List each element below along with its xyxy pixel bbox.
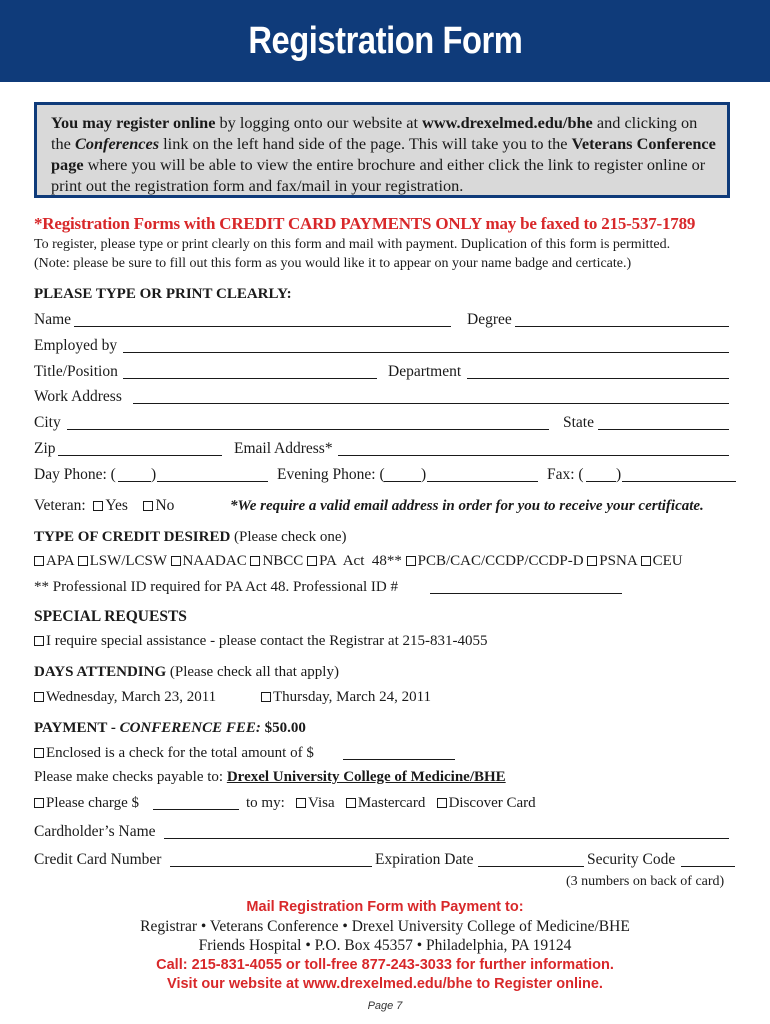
credit-pa-act48-checkbox[interactable] bbox=[307, 556, 317, 566]
discover-checkbox[interactable] bbox=[437, 798, 447, 808]
evening-phone-label: Evening Phone: ( bbox=[277, 466, 385, 483]
professional-id-note: ** Professional ID required for PA Act 48. Professional ID # bbox=[34, 579, 398, 595]
email-input[interactable] bbox=[338, 455, 729, 456]
email-label: Email Address* bbox=[234, 440, 333, 457]
notice-bold-intro: You may register online bbox=[51, 113, 216, 132]
credit-heading-row bbox=[34, 528, 347, 546]
security-code-note: (3 numbers on back of card) bbox=[566, 874, 725, 889]
notice-text: and clicking on the bbox=[51, 113, 698, 153]
department-label: Department bbox=[388, 363, 462, 380]
discover-label: Discover Card bbox=[448, 795, 536, 811]
notice-text: link on the left hand side of the page. This will take you to the bbox=[159, 134, 572, 153]
fax-label: Fax: ( bbox=[547, 466, 584, 483]
fax-notice: *Registration Forms with CREDIT CARD PAYMENTS ONLY may be faxed to 215-537-1789 bbox=[34, 214, 696, 233]
check-enclosed-label: Enclosed is a check for the total amount of $ bbox=[46, 745, 314, 761]
name-input[interactable] bbox=[74, 326, 451, 327]
veteran-row bbox=[34, 497, 174, 515]
credit-pcb-checkbox[interactable] bbox=[406, 556, 416, 566]
email-requirement-note: *We require a valid email address in order for you to receive your certificate. bbox=[230, 498, 704, 514]
paren: ) bbox=[616, 466, 622, 483]
fee-amount: $50.00 bbox=[260, 720, 306, 736]
special-assistance-checkbox[interactable] bbox=[34, 636, 44, 646]
veteran-yes-label: Yes bbox=[105, 497, 128, 514]
fee-label: CONFERENCE FEE: bbox=[119, 720, 261, 736]
days-heading-row bbox=[34, 663, 339, 681]
notice-text: by logging onto our website at bbox=[215, 113, 423, 132]
instructions-line-2: (Note: please be sure to fill out this form as you would like it to appear on your name badge and certicate.) bbox=[34, 256, 632, 271]
charge-checkbox[interactable] bbox=[34, 798, 44, 808]
mastercard-checkbox[interactable] bbox=[346, 798, 356, 808]
state-input[interactable] bbox=[598, 429, 729, 430]
day2-row bbox=[261, 688, 431, 706]
city-label: City bbox=[34, 414, 61, 431]
days-heading: DAYS ATTENDING bbox=[34, 664, 167, 680]
fax-area-input[interactable] bbox=[586, 481, 616, 482]
online-registration-notice bbox=[34, 102, 730, 198]
day1-label: Wednesday, March 23, 2011 bbox=[46, 689, 217, 705]
title-position-input[interactable] bbox=[123, 378, 377, 379]
degree-label: Degree bbox=[467, 311, 512, 328]
credit-heading: TYPE OF CREDIT DESIRED bbox=[34, 529, 231, 545]
professional-id-input[interactable] bbox=[430, 593, 622, 594]
credit-option-label: APA bbox=[46, 553, 74, 569]
page-number: Page 7 bbox=[367, 1000, 403, 1012]
credit-option-label: NBCC bbox=[262, 553, 304, 569]
veteran-no-checkbox[interactable] bbox=[143, 501, 153, 511]
payment-heading-row bbox=[34, 719, 306, 737]
state-label: State bbox=[563, 414, 594, 431]
credit-option-label: LSW/LCSW bbox=[89, 553, 167, 569]
charge-row bbox=[34, 794, 139, 812]
city-input[interactable] bbox=[67, 429, 549, 430]
credit-psna-checkbox[interactable] bbox=[587, 556, 597, 566]
degree-input[interactable] bbox=[515, 326, 729, 327]
title-position-label: Title/Position bbox=[34, 363, 118, 380]
visa-checkbox[interactable] bbox=[296, 798, 306, 808]
department-input[interactable] bbox=[467, 378, 729, 379]
credit-ceu-checkbox[interactable] bbox=[641, 556, 651, 566]
header-banner bbox=[0, 0, 770, 82]
cardholder-input[interactable] bbox=[164, 838, 729, 839]
evening-phone-area-input[interactable] bbox=[384, 481, 421, 482]
please-type-heading: PLEASE TYPE OR PRINT CLEARLY: bbox=[34, 286, 292, 302]
credit-lsw-checkbox[interactable] bbox=[78, 556, 88, 566]
fax-input[interactable] bbox=[622, 481, 736, 482]
conferences-link-text: Conferences bbox=[74, 134, 160, 153]
payable-to: Drexel University College of Medicine/BHE bbox=[226, 769, 506, 785]
zip-input[interactable] bbox=[58, 455, 222, 456]
mail-heading: Mail Registration Form with Payment to: bbox=[246, 899, 524, 915]
veteran-label: Veteran: bbox=[34, 497, 86, 514]
special-requests-heading: SPECIAL REQUESTS bbox=[34, 608, 187, 625]
mail-address-line-1: Registrar • Veterans Conference • Drexel University College of Medicine/BHE bbox=[140, 918, 630, 935]
day1-row bbox=[34, 688, 216, 706]
credit-subheading: (Please check one) bbox=[230, 529, 347, 545]
website-link[interactable]: www.drexelmed.edu/bhe bbox=[422, 113, 593, 132]
credit-option-label: NAADAC bbox=[182, 553, 247, 569]
instructions-line-1: To register, please type or print clearly on this form and mail with payment. Duplication of this form is permitted. bbox=[34, 237, 671, 252]
day-phone-area-input[interactable] bbox=[118, 481, 151, 482]
mastercard-label: Mastercard bbox=[357, 795, 426, 811]
expiration-label: Expiration Date bbox=[375, 851, 474, 868]
veterans-page-text: Veterans Conference page bbox=[51, 134, 716, 174]
credit-naadac-checkbox[interactable] bbox=[171, 556, 181, 566]
cardholder-label: Cardholder’s Name bbox=[34, 823, 156, 840]
special-assistance-label: I require special assistance - please contact the Registrar at 215-831-4055 bbox=[46, 633, 488, 649]
check-row bbox=[34, 744, 314, 762]
day2-label: Thursday, March 24, 2011 bbox=[273, 689, 432, 705]
card-type-row bbox=[246, 794, 536, 812]
paren: ) bbox=[421, 466, 427, 483]
payable-row bbox=[34, 768, 506, 786]
employed-by-label: Employed by bbox=[34, 337, 118, 354]
card-number-label: Credit Card Number bbox=[34, 851, 162, 868]
credit-option-label: PCB/CAC/CCDP/CCDP-D bbox=[417, 553, 584, 569]
name-label: Name bbox=[34, 311, 72, 328]
work-address-input[interactable] bbox=[133, 403, 729, 404]
veteran-no-label: No bbox=[155, 497, 175, 514]
special-assistance-row bbox=[34, 632, 488, 650]
credit-option-label: PSNA bbox=[599, 553, 637, 569]
website-info[interactable]: Visit our website at www.drexelmed.edu/bhe to Register online. bbox=[167, 976, 603, 992]
day2-checkbox[interactable] bbox=[261, 692, 271, 702]
zip-label: Zip bbox=[34, 440, 56, 457]
paren: ) bbox=[151, 466, 157, 483]
payment-heading: PAYMENT - bbox=[34, 720, 120, 736]
charge-label: Please charge $ bbox=[46, 795, 140, 811]
mail-address-line-2: Friends Hospital • P.O. Box 45357 • Philadelphia, PA 19124 bbox=[198, 937, 572, 954]
work-address-label: Work Address bbox=[34, 388, 122, 405]
day-phone-input[interactable] bbox=[157, 481, 268, 482]
employed-by-input[interactable] bbox=[123, 352, 729, 353]
page-title: Registration Form bbox=[247, 19, 523, 62]
security-code-label: Security Code bbox=[587, 851, 676, 868]
day-phone-label: Day Phone: ( bbox=[34, 466, 116, 483]
check-amount-input[interactable] bbox=[343, 759, 455, 760]
day1-checkbox[interactable] bbox=[34, 692, 44, 702]
charge-amount-input[interactable] bbox=[153, 809, 239, 810]
credit-options bbox=[34, 552, 683, 570]
check-enclosed-checkbox[interactable] bbox=[34, 748, 44, 758]
call-info: Call: 215-831-4055 or toll-free 877-243-3033 for further information. bbox=[156, 957, 614, 973]
expiration-input[interactable] bbox=[478, 866, 584, 867]
payable-label: Please make checks payable to: bbox=[34, 769, 227, 785]
notice-text: where you will be able to view the entire brochure and either click the link to register online or print out the registration form and fax/mail in your registration. bbox=[51, 155, 706, 195]
visa-label: Visa bbox=[308, 795, 335, 811]
days-subheading: (Please check all that apply) bbox=[166, 664, 339, 680]
to-my-label: to my: bbox=[246, 795, 285, 811]
evening-phone-input[interactable] bbox=[427, 481, 538, 482]
credit-nbcc-checkbox[interactable] bbox=[250, 556, 260, 566]
card-number-input[interactable] bbox=[170, 866, 372, 867]
credit-apa-checkbox[interactable] bbox=[34, 556, 44, 566]
security-code-input[interactable] bbox=[681, 866, 735, 867]
veteran-yes-checkbox[interactable] bbox=[93, 501, 103, 511]
credit-option-label: CEU bbox=[652, 553, 683, 569]
credit-option-label: PA Act 48** bbox=[319, 553, 402, 569]
